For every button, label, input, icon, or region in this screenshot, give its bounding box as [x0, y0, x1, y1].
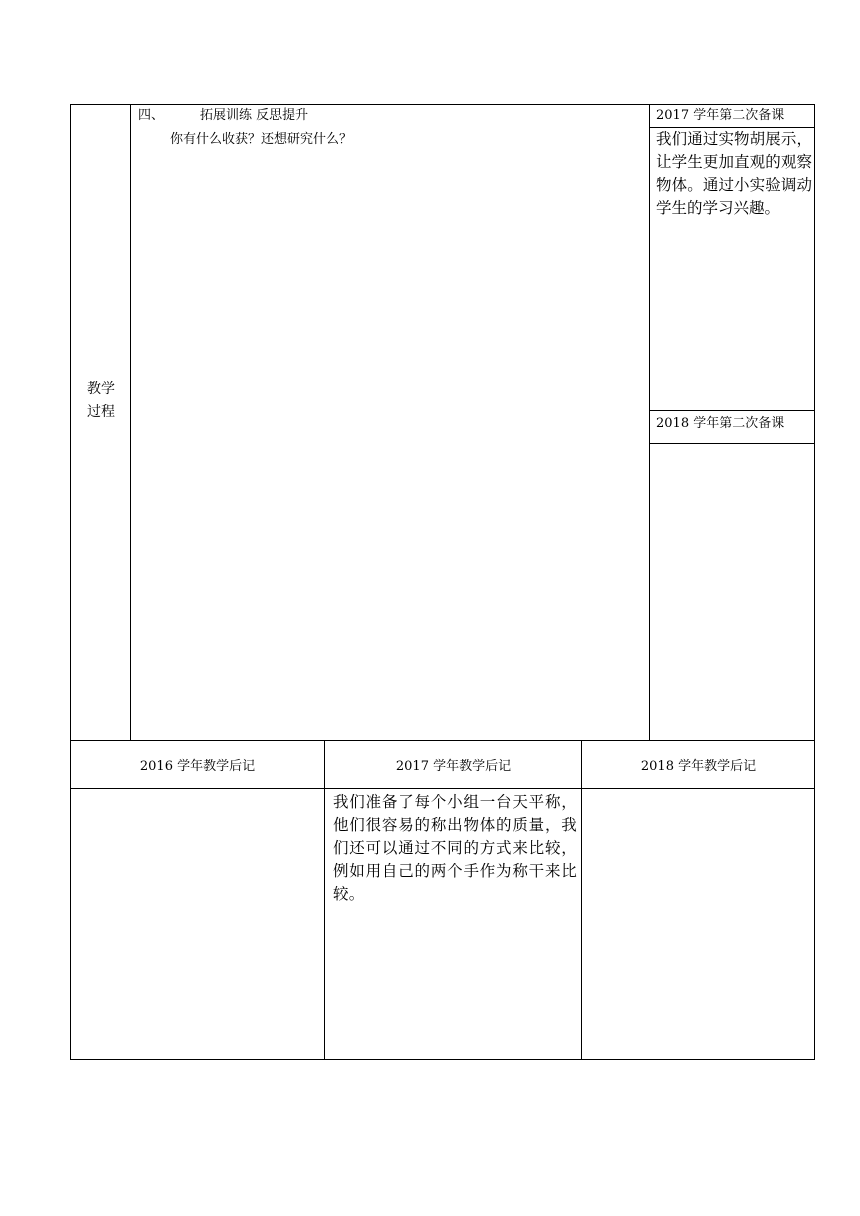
prep-2017-content: 我们通过实物胡展示，让学生更加直观的观察物体。通过小实验调动学生的学习兴趣。 [656, 130, 812, 217]
postscript-header-divider [70, 788, 815, 789]
postscript-2017-header: 2017 学年教学后记 [395, 759, 512, 774]
section-number: 四、 [138, 108, 165, 123]
section-title: 拓展训练 反思提升 [200, 108, 309, 123]
table-border-right [814, 104, 815, 1060]
label-column-divider [130, 104, 131, 741]
postscript-col-divider-1 [324, 740, 325, 1060]
reflection-question: 你有什么收获？还想研究什么？ [170, 132, 353, 147]
teaching-process-label: 教学过程 [87, 381, 115, 420]
prep-2018-title: 2018 学年第二次备课 [656, 416, 785, 431]
postscript-2016-header: 2016 学年教学后记 [139, 759, 256, 774]
prep-2018-title-divider [649, 443, 815, 444]
postscript-2017-content: 我们准备了每个小组一台天平称，他们很容易的称出物体的质量，我们还可以通过不同的方式来比较，例如用自己的两个手作为称干来比较。 [333, 793, 577, 903]
table-border-bottom [70, 1059, 815, 1060]
postscript-2018-header: 2018 学年教学后记 [640, 759, 757, 774]
prep-2018-top-divider [649, 410, 815, 411]
table-border-left [70, 104, 71, 1060]
table-border-top [70, 104, 815, 105]
postscript-col-divider-2 [581, 740, 582, 1060]
notes-column-divider [649, 104, 650, 741]
prep-2017-title: 2017 学年第二次备课 [656, 108, 785, 123]
